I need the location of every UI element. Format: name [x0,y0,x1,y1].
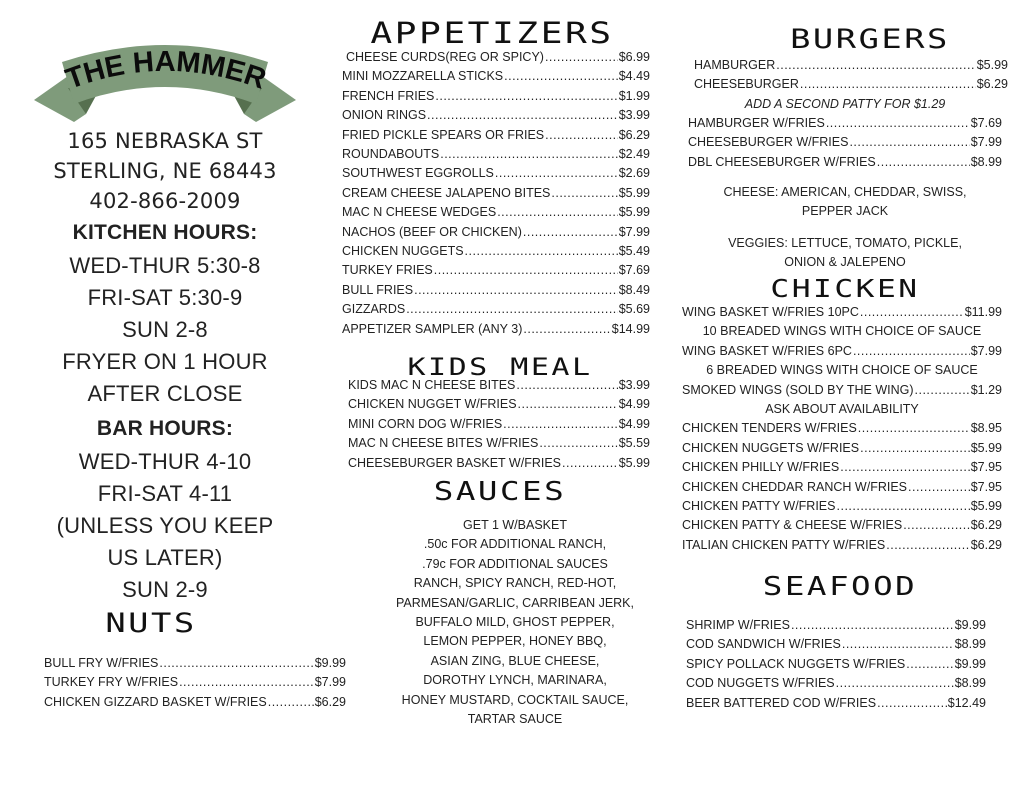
item-name: CHICKEN PHILLY W/FRIES [682,460,840,475]
item-description: 6 BREADED WINGS WITH CHOICE OF SAUCE [706,363,978,378]
item-price: $2.49 [618,147,650,162]
appetizers-list [342,48,650,339]
item-name: CHICKEN NUGGETS [342,244,464,259]
menu-item [688,114,1002,133]
item-price: $12.49 [947,695,986,710]
section-heading-chicken: CHICKEN [770,274,920,303]
restaurant-logo-banner [28,34,302,134]
item-price: $3.99 [618,108,650,123]
menu-item [348,454,650,473]
section-heading-seafood: SEAFOOD [762,572,918,602]
item-name: CHICKEN NUGGET W/FRIES [348,397,517,412]
item-name: ITALIAN CHICKEN PATTY W/FRIES [682,537,886,552]
item-price: $7.69 [618,263,650,278]
menu-item [342,87,650,106]
menu-item [682,478,1002,497]
nuts-list [44,654,346,712]
menu-item [686,655,986,674]
address-line-1: 165 NEBRASKA ST [67,129,263,153]
menu-item [682,536,1002,555]
section-heading-sauces: SAUCES [433,477,567,507]
menu-item [342,300,650,319]
menu-item [342,320,650,339]
menu-item [44,673,346,692]
sauces-list [350,516,680,729]
sauce-line: HONEY MUSTARD, COCKTAIL SAUCE, [401,692,629,707]
menu-item [342,126,650,145]
item-price: $9.99 [314,656,346,670]
kitchen-hours-line: SUN 2-8 [122,317,208,342]
item-name: CHICKEN GIZZARD BASKET W/FRIES [44,694,267,709]
item-price: $9.99 [954,656,986,671]
menu-item [342,242,650,261]
item-name: CHICKEN PATTY W/FRIES [682,499,836,514]
item-price: $7.95 [970,460,1002,475]
item-name: CHEESEBURGER W/FRIES [688,135,849,150]
menu-item [342,106,650,125]
menu-item [348,376,650,395]
sauce-line: LEMON PEPPER, HONEY BBQ, [423,634,607,649]
item-price: $2.69 [618,166,650,181]
menu-item [342,164,650,183]
item-name: CHICKEN NUGGETS W/FRIES [682,440,860,455]
section-heading-kids-meal: KIDS MEAL [407,353,593,381]
menu-item [686,674,986,693]
item-price: $14.99 [611,321,650,336]
sauce-line: RANCH, SPICY RANCH, RED-HOT, [413,576,617,591]
sauce-line: ASIAN ZING, BLUE CHEESE, [430,653,600,668]
burgers-list-bottom [688,114,1002,172]
bar-hours-line: FRI-SAT 4-11 [97,481,233,506]
item-name: ONION RINGS [342,108,427,123]
item-price: $7.99 [970,343,1002,358]
chicken-list [682,303,1002,555]
item-name: SHRIMP W/FRIES [686,618,790,632]
item-price: $9.99 [954,618,986,632]
item-price: $1.99 [618,88,650,103]
item-price: $6.29 [976,77,1008,92]
item-name: CHEESEBURGER BASKET W/FRIES [348,455,562,470]
item-name: MINI CORN DOG W/FRIES [348,416,503,431]
item-name: NACHOS (BEEF OR CHICKEN) [342,224,522,239]
menu-item [342,48,650,67]
item-price: $6.29 [970,518,1002,533]
item-price: $5.99 [618,205,650,220]
item-name: DBL CHEESEBURGER W/FRIES [688,154,876,169]
item-price: $8.49 [618,282,650,297]
menu-item [694,75,1008,94]
item-name: HAMBURGER W/FRIES [688,116,825,130]
bar-hours-line: US LATER) [107,545,223,570]
item-price: $8.99 [954,637,986,652]
item-name: BULL FRY W/FRIES [44,656,159,670]
bar-hours-line: WED-THUR 4-10 [78,449,252,474]
item-price: $5.59 [618,436,650,451]
item-name: TURKEY FRY W/FRIES [44,675,179,690]
kitchen-hours-title: KITCHEN HOURS: [72,221,258,244]
item-description: 10 BREADED WINGS WITH CHOICE OF SAUCE [702,324,982,339]
menu-item [682,419,1002,438]
kitchen-hours-line: FRYER ON 1 HOUR [62,349,268,374]
item-price: $6.29 [970,537,1002,552]
item-name: KIDS MAC N CHEESE BITES [348,378,516,392]
item-name: MINI MOZZARELLA STICKS [342,69,504,84]
sauce-line: PARMESAN/GARLIC, CARRIBEAN JERK, [395,595,634,610]
item-price: $5.99 [618,185,650,200]
sauce-line: .79c FOR ADDITIONAL SAUCES [422,556,608,571]
item-name: SPICY POLLACK NUGGETS W/FRIES [686,656,906,671]
item-name: COD SANDWICH W/FRIES [686,637,841,652]
menu-item [688,153,1002,172]
menu-item [342,203,650,222]
item-name: MAC N CHEESE BITES W/FRIES [348,436,539,451]
item-name: HAMBURGER [694,58,776,72]
bar-hours-line: (UNLESS YOU KEEP [56,513,274,538]
menu-item [682,342,1002,361]
item-price: $4.99 [618,416,650,431]
menu-item [348,395,650,414]
item-name: FRIED PICKLE SPEARS OR FRIES [342,127,545,142]
item-price: $8.99 [970,154,1002,169]
menu-item [342,67,650,86]
item-price: $3.99 [618,378,650,392]
item-name: GIZZARDS [342,302,406,317]
kids-meal-list [348,376,650,473]
menu-item [348,415,650,434]
section-heading-burgers: BURGERS [790,24,950,55]
item-price: $7.95 [970,479,1002,494]
menu-item [44,693,346,712]
item-price: $6.29 [618,127,650,142]
item-name: COD NUGGETS W/FRIES [686,676,835,691]
menu-item [686,616,986,635]
item-name: WING BASKET W/FRIES 6PC [682,343,852,358]
item-price: $5.49 [618,244,650,259]
burgers-list-top [694,56,1008,95]
item-name: BULL FRIES [342,282,414,297]
item-price: $4.49 [618,69,650,84]
sauce-line: TARTAR SAUCE [467,712,563,727]
bar-hours-title: BAR HOURS: [96,417,234,440]
item-price: $6.29 [314,694,346,709]
item-price: $7.69 [970,116,1002,130]
menu-item [682,303,1002,322]
item-name: CHEESE CURDS(REG OR SPICY) [346,50,544,64]
item-price: $6.99 [618,50,650,64]
item-name: CHICKEN PATTY & CHEESE W/FRIES [682,518,903,533]
item-name: CHICKEN CHEDDAR RANCH W/FRIES [682,479,908,494]
item-name: ROUNDABOUTS [342,147,440,162]
item-name: SOUTHWEST EGGROLLS [342,166,494,181]
item-price: $4.99 [618,397,650,412]
menu-item [682,439,1002,458]
kitchen-hours-line: WED-THUR 5:30-8 [69,253,261,278]
menu-item [348,434,650,453]
restaurant-name-arc [28,34,302,134]
sauce-line: GET 1 W/BASKET [463,518,567,532]
menu-item [682,458,1002,477]
item-name: BEER BATTERED COD W/FRIES [686,695,877,710]
menu-item [686,635,986,654]
menu-item [682,497,1002,516]
item-name: CREAM CHEESE JALAPENO BITES [342,185,551,200]
item-price: $5.99 [970,499,1002,514]
item-description: ASK ABOUT AVAILABILITY [765,402,919,417]
item-price: $7.99 [970,135,1002,150]
menu-item [682,516,1002,535]
item-name: APPETIZER SAMPLER (ANY 3) [342,321,523,336]
svg-text:THE HAMMER: THE HAMMER [61,45,271,96]
cheese-options-line: CHEESE: AMERICAN, CHEDDAR, SWISS, [723,185,967,199]
item-price: $8.95 [970,421,1002,436]
address-line-2: STERLING, NE 68443 [53,159,277,183]
menu-item [682,381,1002,400]
menu-item [694,56,1008,75]
item-price: $5.69 [618,302,650,317]
item-price: $8.99 [954,676,986,691]
sauce-line: BUFFALO MILD, GHOST PEPPER, [415,615,615,630]
menu-item [342,184,650,203]
seafood-list [686,616,986,713]
menu-item [342,145,650,164]
kitchen-hours-line: FRI-SAT 5:30-9 [87,285,243,310]
menu-item [44,654,346,673]
item-price: $5.99 [976,58,1008,72]
menu-item [342,281,650,300]
second-patty-note: ADD A SECOND PATTY FOR $1.29 [744,97,946,111]
item-price: $7.99 [618,224,650,239]
item-name: CHICKEN TENDERS W/FRIES [682,421,857,436]
kitchen-hours-line: AFTER CLOSE [87,381,243,406]
menu-item [686,694,986,713]
item-name: WING BASKET W/FRIES 10PC [682,305,859,319]
menu-item [688,133,1002,152]
item-price: $11.99 [964,305,1002,319]
menu-item [342,223,650,242]
item-price: $5.99 [970,440,1002,455]
item-name: SMOKED WINGS (SOLD BY THE WING) [682,382,914,397]
item-price: $7.99 [314,675,346,690]
section-heading-appetizers: APPETIZERS [370,16,614,50]
item-name: TURKEY FRIES [342,263,433,278]
section-heading-nuts: NUTS [105,608,197,639]
veggie-options-line: ONION & JALEPENO [784,255,906,269]
item-name: CHEESEBURGER [694,77,799,92]
item-price: $5.99 [618,455,650,470]
sauce-line: .50c FOR ADDITIONAL RANCH, [423,537,607,552]
item-name: FRENCH FRIES [342,88,435,103]
item-name: MAC N CHEESE WEDGES [342,205,497,220]
veggie-options-line: VEGGIES: LETTUCE, TOMATO, PICKLE, [728,236,962,250]
menu-item [342,261,650,280]
cheese-options-line: PEPPER JACK [801,204,889,218]
sauce-line: DOROTHY LYNCH, MARINARA, [423,673,607,688]
item-price: $1.29 [970,382,1002,397]
phone-number[interactable]: 402-866-2009 [89,189,241,213]
bar-hours-line: SUN 2-9 [122,577,208,602]
